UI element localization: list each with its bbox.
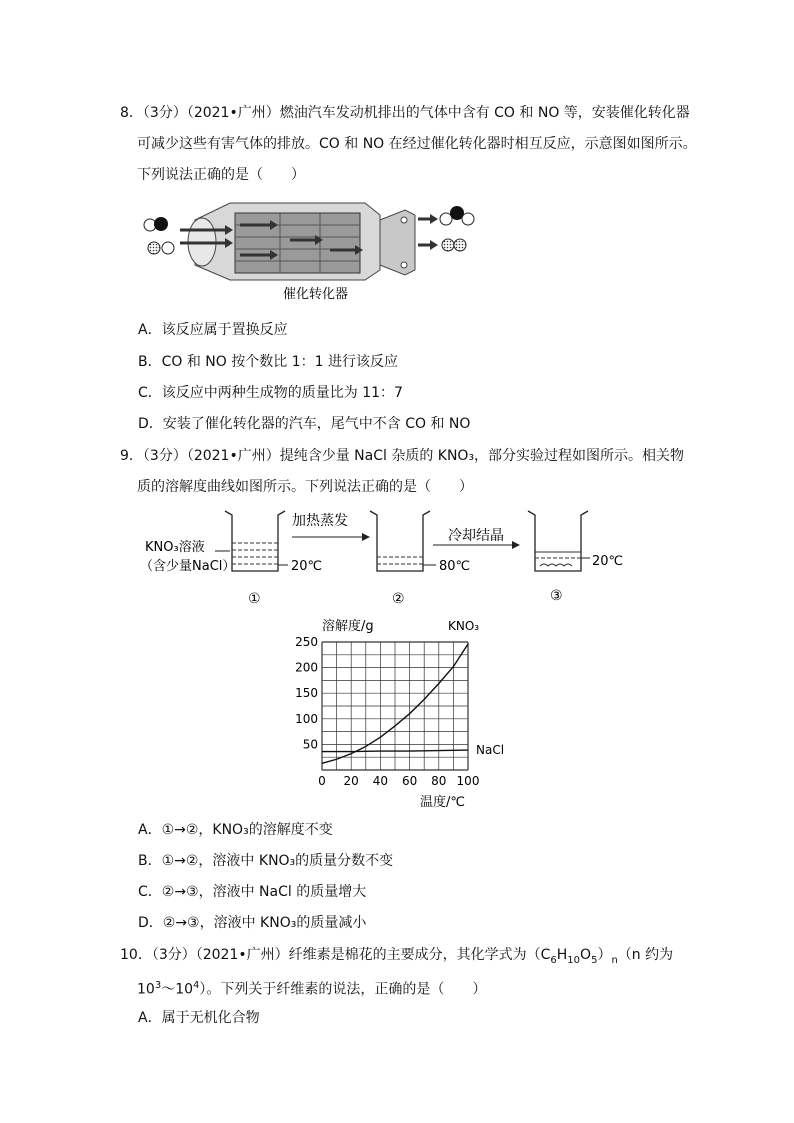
y-tick-label: 50 <box>302 737 318 752</box>
q10-text: ）。下列关于纤维素的说法，正确的是（ ） <box>199 981 487 998</box>
q10-text: 10 <box>137 981 155 998</box>
chart-x-label: 温度/℃ <box>420 795 465 810</box>
q8-line-3: 下列说法正确的是（ ） <box>137 167 305 183</box>
q9-option-d: D．②→③，溶液中 KNO₃的质量减小 <box>138 915 367 931</box>
q8-line-2: 可减少这些有害气体的排放。CO 和 NO 在经过催化转化器时相互反应，示意图如图所示。 <box>137 136 697 152</box>
solubility-chart <box>280 612 520 812</box>
chart-y-label: 溶解度/g <box>322 619 374 634</box>
y-tick-label: 200 <box>295 660 318 675</box>
solution-label: KNO₃溶液 <box>145 540 205 555</box>
q10-text-pre: 10．（3分）（2021•广州）纤维素是棉花的主要成分，其化学式为（C <box>120 947 551 963</box>
step-number-2: ② <box>392 591 405 607</box>
q8-option-c: C．该反应中两种生成物的质量比为 11：7 <box>138 385 403 401</box>
x-tick-label: 60 <box>401 774 418 788</box>
molecule-atom-icon <box>154 217 168 231</box>
arrow-right-icon <box>362 533 370 541</box>
step-label-cool: 冷却结晶 <box>448 528 504 544</box>
y-tick-label: 150 <box>295 686 318 701</box>
molecule-atom-icon <box>462 213 474 225</box>
q10-subscript: 5 <box>591 954 598 966</box>
series-label: NaCl <box>476 743 505 758</box>
q9-line-1: 9．（3分）（2021•广州）提纯含少量 NaCl 杂质的 KNO₃，部分实验过程如图所示。相关物 <box>120 448 685 464</box>
x-tick-label: 40 <box>372 774 389 788</box>
experiment-process-figure <box>140 503 640 608</box>
series-label: KNO₃ <box>448 619 480 633</box>
molecule-atom-icon <box>162 242 174 254</box>
temperature-label-1: 20℃ <box>291 559 323 574</box>
figure-caption: 催化转化器 <box>283 287 349 302</box>
q10-subscript: 6 <box>550 954 557 966</box>
arrow-right-icon <box>512 541 520 549</box>
molecule-atom-icon <box>454 239 466 251</box>
q10-line-1 <box>120 945 673 971</box>
molecule-atom-icon <box>440 213 452 225</box>
q9-option-c: C．②→③，溶液中 NaCl 的质量增大 <box>138 884 367 900</box>
q10-subscript: n <box>611 954 618 966</box>
q8-option-b: B．CO 和 NO 按个数比 1：1 进行该反应 <box>138 354 398 370</box>
q10-text: ～10 <box>161 981 194 998</box>
catalytic-converter-figure <box>140 195 480 305</box>
q10-formula-part: ） <box>597 947 612 963</box>
q10-formula-part: O <box>580 947 592 963</box>
q10-option-a: A．属于无机化合物 <box>138 1010 260 1026</box>
beaker-3 <box>528 511 588 571</box>
x-tick-label: 100 <box>456 774 480 788</box>
q10-line-2 <box>137 976 486 1000</box>
temperature-label-3: 20℃ <box>592 554 624 569</box>
x-tick-label: 0 <box>318 774 326 788</box>
q10-subscript: 10 <box>567 954 581 966</box>
temperature-label-2: 80℃ <box>439 559 471 574</box>
beaker-2 <box>370 511 430 571</box>
step-label-heat: 加热蒸发 <box>292 513 348 529</box>
step-number-3: ③ <box>550 588 563 604</box>
q10-superscript: 3 <box>154 980 162 991</box>
y-tick-label: 100 <box>295 711 318 726</box>
q8-option-a: A．该反应属于置换反应 <box>138 322 288 338</box>
x-tick-label: 20 <box>343 774 359 788</box>
q9-option-a: A．①→②，KNO₃的溶解度不变 <box>138 822 333 838</box>
q8-option-d: D．安装了催化转化器的汽车，尾气中不含 CO 和 NO <box>138 416 471 432</box>
solution-label-note: （含少量NaCl） <box>140 559 236 574</box>
molecule-atom-icon <box>442 239 454 251</box>
q9-option-b: B．①→②，溶液中 KNO₃的质量分数不变 <box>138 853 394 869</box>
step-number-1: ① <box>248 591 261 607</box>
q10-formula-part: H <box>556 947 568 963</box>
q9-line-2: 质的溶解度曲线如图所示。下列说法正确的是（ ） <box>137 479 473 495</box>
q8-line-1: 8．（3分）（2021•广州）燃油汽车发动机排出的气体中含有 CO 和 NO 等，安装催化转化器 <box>120 105 690 121</box>
q10-superscript: 4 <box>193 980 200 991</box>
molecule-atom-icon <box>148 242 160 254</box>
q10-text-post: （n 约为 <box>617 947 674 963</box>
y-tick-label: 250 <box>295 635 318 649</box>
x-tick-label: 80 <box>431 774 447 788</box>
